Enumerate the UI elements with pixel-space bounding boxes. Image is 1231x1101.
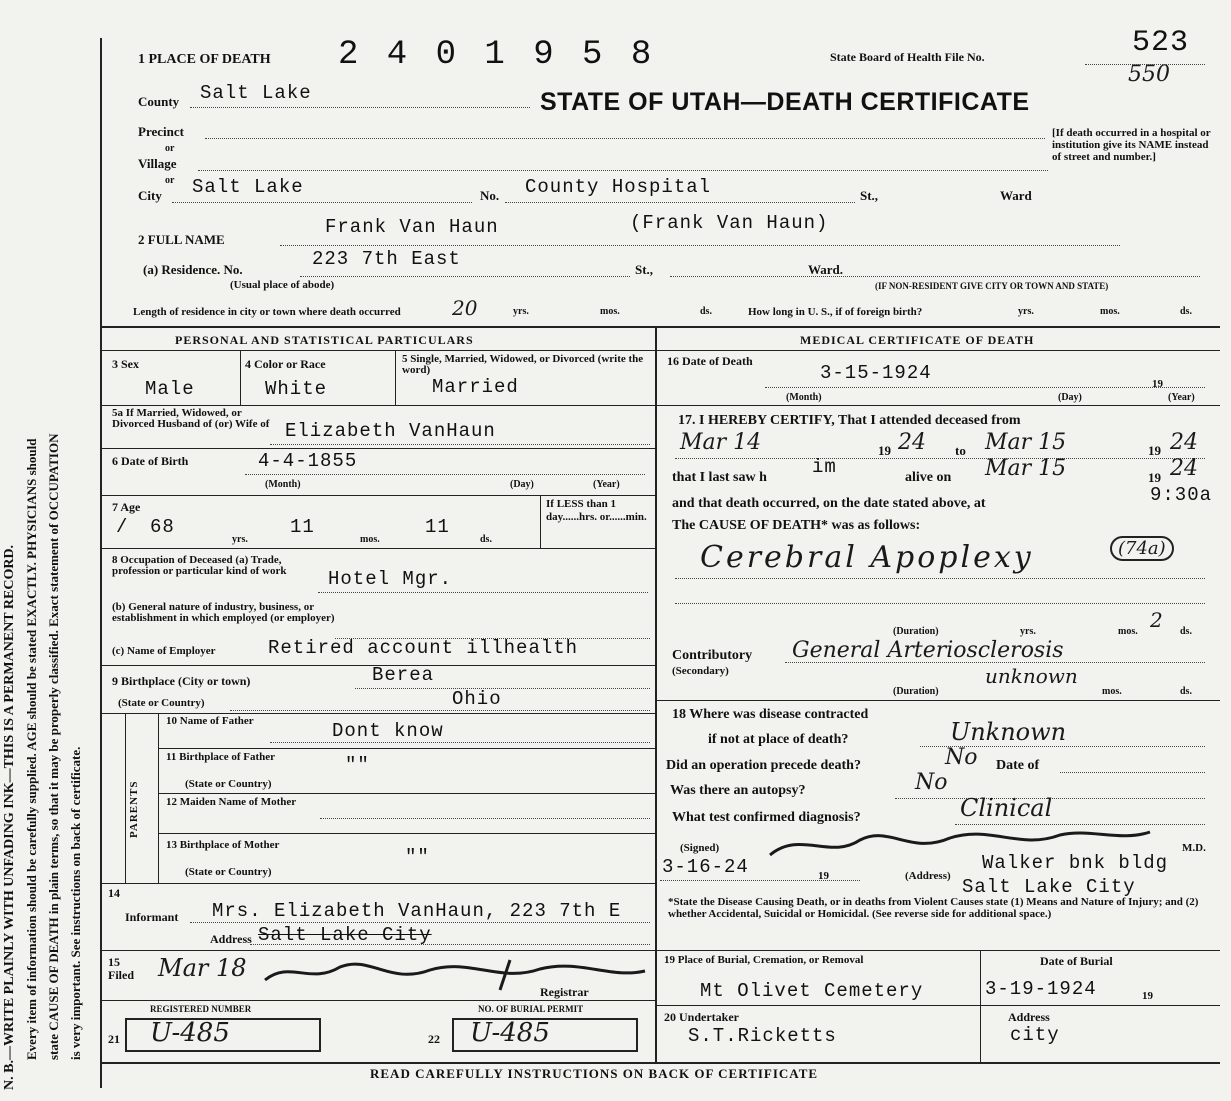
md-label: M.D. [1182, 842, 1206, 854]
registrar-signature [260, 955, 650, 995]
length-residence-value: 20 [452, 296, 478, 320]
dod-day-label: (Day) [1058, 392, 1082, 403]
residence-value: 223 7th East [312, 248, 461, 270]
age-days: 11 [425, 516, 450, 538]
file-number: 523 [1132, 26, 1190, 60]
father-birthplace-sub: (State or Country) [185, 778, 272, 790]
informant-label: Informant [125, 910, 179, 924]
operation-date-label: Date of [996, 758, 1040, 773]
cause-duration-ds: ds. [1180, 626, 1192, 637]
operation-date-line [1060, 772, 1205, 773]
place-of-death-label: 1 PLACE OF DEATH [138, 52, 271, 67]
burial-divider [980, 950, 981, 1062]
full-name-line [280, 245, 1120, 246]
medical-heading-rule [655, 350, 1220, 351]
test-value: Clinical [960, 794, 1053, 822]
father-birthplace-label: 11 Birthplace of Father [166, 751, 276, 763]
margin-note-2: state CAUSE OF DEATH in plain terms, so that it may be properly classified. Exact statement of OCCUPATION [46, 433, 61, 1060]
occupation-value: Hotel Mgr. [328, 568, 453, 590]
birthplace-label: 9 Birthplace (City or town) [112, 674, 251, 688]
residence-ward-label: Ward. [808, 262, 844, 277]
contrib-duration-value: unknown [985, 664, 1078, 688]
precinct-line [205, 138, 1045, 139]
number-label: No. [480, 188, 500, 203]
cause-duration-yrs: yrs. [1020, 626, 1036, 637]
father-name-line [270, 742, 650, 743]
birthplace-city: Berea [372, 664, 435, 686]
to-label: to [955, 443, 966, 458]
informant-rule [100, 950, 655, 951]
signed-label: (Signed) [680, 842, 720, 854]
village-label: Village [138, 156, 177, 171]
signed-date: 3-16-24 [662, 856, 749, 878]
age-divider [540, 495, 541, 548]
dob-year-label: (Year) [593, 479, 620, 490]
ward-line [670, 276, 1200, 277]
if-not-label: if not at place of death? [708, 732, 849, 747]
usual-abode-note: (Usual place of abode) [230, 279, 335, 291]
us-yrs: yrs. [1018, 306, 1034, 317]
row-rule-2 [100, 448, 655, 449]
row-rule-4 [100, 548, 655, 549]
burial-place-value: Mt Olivet Cemetery [700, 980, 924, 1002]
undertaker-value: S.T.Ricketts [688, 1025, 837, 1047]
dob-day-label: (Day) [510, 479, 534, 490]
cause-footnote: *State the Disease Causing Death, or in deaths from Violent Causes state (1) Means and Nature of Injury; and (2) whether Accidental, Suicidal or Homicidal. (See reverse side for additional space.) [668, 896, 1199, 920]
personal-heading: PERSONAL AND STATISTICAL PARTICULARS [175, 333, 474, 347]
burial-permit-label: NO. OF BURIAL PERMIT [478, 1004, 584, 1014]
file-number-secondary: 550 [1128, 62, 1170, 87]
informant-value: Mrs. Elizabeth VanHaun, 223 7th E [212, 900, 622, 922]
sex-divider [240, 350, 241, 406]
burial-date-label: Date of Burial [1040, 954, 1113, 968]
informant-address-line [250, 944, 650, 945]
operation-label: Did an operation precede death? [666, 758, 861, 773]
or-text-1: or [165, 143, 175, 154]
filed-rule [100, 1000, 655, 1001]
dod-label: 16 Date of Death [667, 354, 753, 368]
attended-to-19: 19 [1148, 443, 1161, 458]
margin-note-ink: N. B.—WRITE PLAINLY WITH UNFADING INK—THIS IS A PERMANENT RECORD. [2, 544, 17, 1090]
dod-rule [655, 405, 1220, 406]
full-name-label: 2 FULL NAME [138, 232, 225, 247]
secondary-label: (Secondary) [672, 665, 729, 677]
undertaker-address-value: city [1010, 1024, 1060, 1046]
length-yrs: yrs. [513, 306, 529, 317]
physician-address-2: Salt Lake City [962, 876, 1136, 898]
cause-code: (74a) [1110, 536, 1174, 561]
race-value: White [265, 378, 328, 400]
village-line [198, 170, 1048, 171]
city-label: City [138, 188, 162, 203]
informant-number: 14 [108, 886, 120, 900]
alive-on-19: 19 [1148, 470, 1161, 485]
frame-left [100, 38, 102, 1088]
residence-label: (a) Residence. No. [143, 262, 243, 277]
column-divider [655, 326, 657, 1062]
registered-number-label: REGISTERED NUMBER [150, 1004, 252, 1014]
certificate-title: STATE OF UTAH—DEATH CERTIFICATE [540, 88, 1030, 116]
dod-nineteen: 19 [1152, 378, 1163, 390]
occupation-line [318, 592, 648, 593]
file-number-label: State Board of Health File No. [830, 50, 985, 64]
age-mos-label: mos. [360, 534, 380, 545]
file-number-line [1085, 64, 1205, 65]
sex-value: Male [145, 378, 195, 400]
cause-label: The CAUSE OF DEATH* was as follows: [672, 518, 921, 533]
county-value: Salt Lake [200, 82, 312, 104]
medical-heading: MEDICAL CERTIFICATE OF DEATH [800, 333, 1035, 347]
residence-line [300, 276, 630, 277]
margin-note-1: Every item of information should be carefully supplied. AGE should be stated EXACTLY. PHYSICIANS should [24, 438, 39, 1060]
filed-label: Filed [108, 968, 134, 982]
sex-label: 3 Sex [112, 357, 139, 371]
physician-address-label: (Address) [905, 870, 951, 882]
attended-from-year: 24 [898, 430, 926, 455]
marital-value: Married [432, 376, 519, 398]
contributory-label: Contributory [672, 648, 753, 663]
employer-label: (c) Name of Employer [112, 645, 216, 657]
birthplace-city-line [355, 688, 650, 689]
cause-line-1 [675, 578, 1205, 579]
personal-heading-rule [100, 350, 655, 351]
parents-label-rule [158, 713, 159, 883]
residence-street-label: St., [635, 262, 654, 277]
signed-nineteen: 19 [818, 870, 829, 882]
ward-label: Ward [1000, 188, 1032, 203]
street-label: St., [860, 188, 879, 203]
less-than-day-label: If LESS than 1 day......hrs. or......min. [546, 498, 647, 523]
operation-value: No [945, 745, 978, 770]
autopsy-label: Was there an autopsy? [670, 783, 806, 798]
burial-date-nineteen: 19 [1142, 990, 1153, 1002]
birthplace-state-line [230, 710, 650, 711]
parents-label: PARENTS [128, 780, 140, 838]
margin-note-3: is very important. See instructions on back of certificate. [68, 746, 83, 1060]
dob-line [245, 474, 645, 475]
mother-birthplace-label: 13 Birthplace of Mother [166, 839, 280, 851]
length-mos: mos. [600, 306, 620, 317]
contrib-duration-ds: ds. [1180, 686, 1192, 697]
burial-rule [655, 1005, 1220, 1006]
burial-place-label: 19 Place of Burial, Cremation, or Removal [664, 954, 864, 966]
mother-name-label: 12 Maiden Name of Mother [166, 796, 297, 808]
contrib-duration-label: (Duration) [893, 686, 939, 697]
row-rule-3 [100, 495, 655, 496]
parents-bottom-rule [100, 883, 655, 884]
where-contracted-label: 18 Where was disease contracted [672, 707, 869, 722]
row-rule-6 [100, 713, 655, 714]
autopsy-value: No [915, 770, 948, 795]
alive-on-year: 24 [1170, 456, 1198, 481]
county-line [190, 107, 530, 108]
contrib-duration-mos: mos. [1102, 686, 1122, 697]
informant-line [190, 922, 650, 923]
mother-birthplace-value: "" [405, 846, 430, 868]
birthplace-state: Ohio [452, 688, 502, 710]
mother-name-line [320, 818, 650, 819]
age-label: 7 Age [112, 500, 141, 514]
cause-line-2 [675, 603, 1205, 604]
contributory-value: General Arteriosclerosis [792, 638, 1064, 663]
dob-label: 6 Date of Birth [112, 454, 189, 468]
spouse-label: 5a If Married, Widowed, or Divorced Husband of (or) Wife of [112, 407, 270, 430]
signed-date-line [660, 880, 860, 881]
mother-birthplace-sub: (State or Country) [185, 866, 272, 878]
registrar-label: Registrar [540, 985, 589, 999]
spouse-value: Elizabeth VanHaun [285, 420, 496, 442]
field-21-number: 21 [108, 1032, 120, 1046]
field-22-number: 22 [428, 1032, 440, 1046]
precinct-label: Precinct [138, 124, 184, 139]
burial-permit-value: U-485 [470, 1018, 550, 1048]
age-prefix: / [116, 516, 129, 538]
last-saw-label: that I last saw h [672, 470, 767, 485]
us-residence-label: How long in U. S., if of foreign birth? [748, 306, 923, 318]
race-divider [395, 350, 396, 406]
birthplace-state-label: (State or Country) [118, 697, 205, 709]
length-residence-label: Length of residence in city or town where death occurred [133, 306, 401, 318]
attended-line [675, 458, 1205, 459]
non-resident-note: (IF NON-RESIDENT GIVE CITY OR TOWN AND STATE) [875, 281, 1109, 291]
father-birthplace-rule [158, 793, 655, 794]
mother-name-rule [158, 833, 655, 834]
city-value: Salt Lake [192, 176, 304, 198]
us-mos: mos. [1100, 306, 1120, 317]
certify-statement: 17. I HEREBY CERTIFY, That I attended deceased from [678, 413, 1021, 428]
hospital-note: [If death occurred in a hospital or institution give its NAME instead of street and number.] [1052, 127, 1211, 163]
number-line [505, 202, 855, 203]
footnote-rule [655, 950, 1220, 951]
footer-instructions: READ CAREFULLY INSTRUCTIONS ON BACK OF CERTIFICATE [370, 1066, 819, 1081]
dob-value: 4-4-1855 [258, 450, 358, 472]
cause-duration-label: (Duration) [893, 626, 939, 637]
age-months: 11 [290, 516, 315, 538]
father-name-label: 10 Name of Father [166, 715, 254, 727]
burial-date-value: 3-19-1924 [985, 978, 1097, 1000]
employer-value: Retired account illhealth [268, 637, 579, 659]
filed-number: 15 [108, 955, 120, 969]
death-time: 9:30a [1150, 484, 1213, 506]
age-yrs-label: yrs. [232, 534, 248, 545]
certificate-number: 2 4 0 1 9 5 8 [338, 36, 656, 74]
undertaker-address-label: Address [1008, 1010, 1050, 1024]
age-years: 68 [150, 516, 175, 538]
dod-value: 3-15-1924 [820, 362, 932, 384]
occupation-label: 8 Occupation of Deceased (a) Trade, profession or particular kind of work [112, 554, 287, 577]
industry-label: (b) General nature of industry, business, or establishment in which employed (or employer) [112, 601, 335, 624]
attended-to-year: 24 [1170, 430, 1198, 455]
dod-line [765, 387, 1205, 388]
attended-to-date: Mar 15 [985, 430, 1067, 455]
dod-year-label: (Year) [1168, 392, 1195, 403]
full-name-alt: (Frank Van Haun) [630, 212, 829, 234]
alive-on-label: alive on [905, 470, 952, 485]
cause-value: Cerebral Apoplexy [700, 540, 1034, 575]
section-divider [100, 326, 1220, 328]
father-birthplace-value: "" [345, 754, 370, 776]
us-ds: ds. [1180, 306, 1192, 317]
test-label: What test confirmed diagnosis? [672, 810, 861, 825]
attended-from-date: Mar 14 [680, 430, 762, 455]
cause-rule [655, 700, 1220, 701]
death-occurred-label: and that death occurred, on the date stated above, at [672, 496, 986, 511]
city-line [172, 202, 472, 203]
length-ds: ds. [700, 306, 712, 317]
full-name-value: Frank Van Haun [325, 216, 499, 238]
father-name-rule [158, 748, 655, 749]
dob-month-label: (Month) [265, 479, 301, 490]
parents-left-rule [125, 713, 126, 883]
cause-duration-value: 2 [1150, 608, 1163, 632]
cause-duration-mos: mos. [1118, 626, 1138, 637]
spouse-line [270, 444, 650, 445]
dod-month-label: (Month) [786, 392, 822, 403]
informant-address-value: Salt Lake City [258, 924, 432, 946]
physician-address-1: Walker bnk bldg [982, 852, 1169, 874]
registered-number-value: U-485 [150, 1018, 230, 1048]
where-contracted-value: Unknown [950, 718, 1067, 746]
undertaker-label: 20 Undertaker [664, 1010, 739, 1024]
informant-address-label: Address [210, 932, 252, 946]
filed-value: Mar 18 [158, 954, 247, 982]
race-label: 4 Color or Race [245, 357, 326, 371]
or-text-2: or [165, 175, 175, 186]
last-saw-him: im [812, 456, 837, 478]
frame-bottom [100, 1062, 1220, 1064]
alive-on-date: Mar 15 [985, 456, 1067, 481]
marital-label: 5 Single, Married, Widowed, or Divorced (write the word) [402, 353, 644, 376]
contributory-line [785, 662, 1205, 663]
attended-from-19: 19 [878, 443, 891, 458]
row-rule-1 [100, 405, 655, 406]
hospital-value: County Hospital [525, 176, 712, 198]
age-ds-label: ds. [480, 534, 492, 545]
father-name-value: Dont know [332, 720, 444, 742]
county-label: County [138, 94, 180, 109]
